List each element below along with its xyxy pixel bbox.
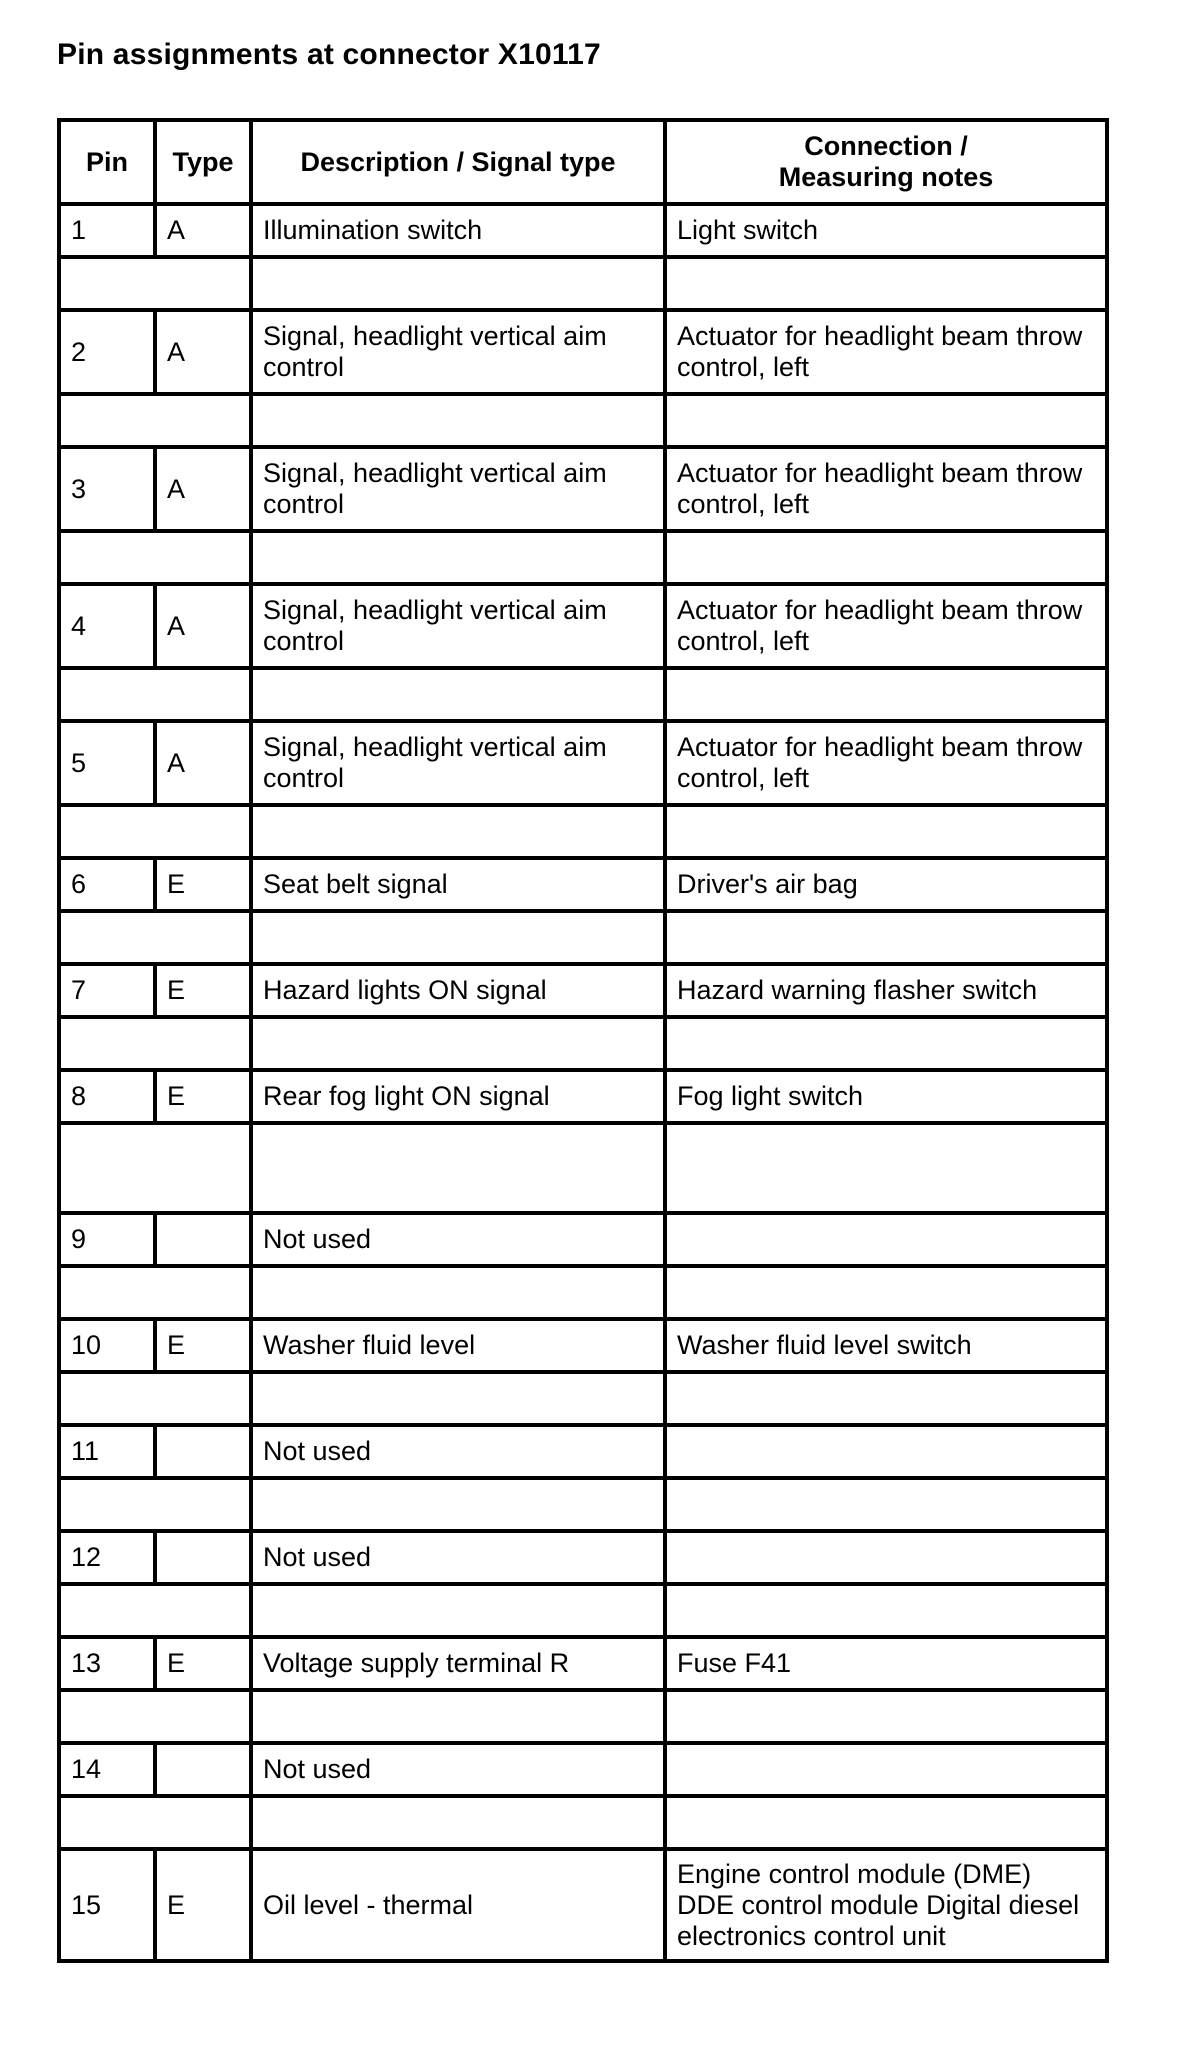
table-row [59, 964, 1107, 1017]
table-row [59, 1743, 1107, 1796]
separator-row [59, 257, 1107, 310]
column-header-connection [665, 120, 1107, 204]
table-row [59, 1319, 1107, 1372]
table-row [59, 1425, 1107, 1478]
separator-row [59, 531, 1107, 584]
page-title: Pin assignments at connector X10117 [57, 38, 601, 71]
table-row [59, 204, 1107, 257]
description-cell: Rear fog light ON signal [251, 1070, 665, 1123]
table-row [59, 721, 1107, 805]
description-cell: Signal, headlight vertical aim control [251, 584, 665, 668]
description-cell: Seat belt signal [251, 858, 665, 911]
separator-row [59, 1372, 1107, 1425]
pin-cell: 11 [59, 1425, 155, 1478]
connection-cell: Washer fluid level switch [665, 1319, 1107, 1372]
type-cell: A [155, 447, 251, 531]
type-cell: E [155, 1319, 251, 1372]
description-cell: Not used [251, 1213, 665, 1266]
pin-cell: 7 [59, 964, 155, 1017]
connection-cell: Actuator for headlight beam throw control, left [665, 721, 1107, 805]
table-row [59, 858, 1107, 911]
table-row [59, 1637, 1107, 1690]
connection-cell [665, 1425, 1107, 1478]
type-cell: A [155, 584, 251, 668]
type-cell: A [155, 310, 251, 394]
separator-row [59, 911, 1107, 964]
pin-cell: 2 [59, 310, 155, 394]
type-cell: E [155, 858, 251, 911]
description-cell: Voltage supply terminal R [251, 1637, 665, 1690]
separator-row [59, 1796, 1107, 1849]
description-cell: Not used [251, 1743, 665, 1796]
description-cell: Not used [251, 1425, 665, 1478]
column-header-description: Description / Signal type [251, 120, 665, 204]
separator-row [59, 394, 1107, 447]
connection-cell: Fuse F41 [665, 1637, 1107, 1690]
separator-row [59, 1584, 1107, 1637]
connection-cell: Engine control module (DME) DDE control module Digital diesel electronics control unit [665, 1849, 1107, 1961]
pin-assignment-table [57, 118, 1109, 1963]
connection-cell: Actuator for headlight beam throw control, left [665, 584, 1107, 668]
separator-row [59, 805, 1107, 858]
connection-cell: Actuator for headlight beam throw control, left [665, 447, 1107, 531]
separator-row [59, 668, 1107, 721]
table-row [59, 1531, 1107, 1584]
pin-cell: 4 [59, 584, 155, 668]
column-header-connection-line1: Connection / [804, 131, 968, 161]
pin-cell: 3 [59, 447, 155, 531]
separator-row [59, 1690, 1107, 1743]
type-cell: A [155, 721, 251, 805]
table-row [59, 584, 1107, 668]
description-cell: Hazard lights ON signal [251, 964, 665, 1017]
connection-cell: Actuator for headlight beam throw control, left [665, 310, 1107, 394]
type-cell [155, 1743, 251, 1796]
description-cell: Illumination switch [251, 204, 665, 257]
type-cell [155, 1531, 251, 1584]
description-cell: Signal, headlight vertical aim control [251, 447, 665, 531]
pin-cell: 10 [59, 1319, 155, 1372]
pin-cell: 6 [59, 858, 155, 911]
description-cell: Oil level - thermal [251, 1849, 665, 1961]
column-header-connection-line2: Measuring notes [778, 162, 994, 192]
pin-cell: 14 [59, 1743, 155, 1796]
type-cell: E [155, 1637, 251, 1690]
type-cell [155, 1425, 251, 1478]
connection-cell: Hazard warning flasher switch [665, 964, 1107, 1017]
pin-cell: 8 [59, 1070, 155, 1123]
separator-row [59, 1123, 1107, 1213]
type-cell: A [155, 204, 251, 257]
separator-row [59, 1017, 1107, 1070]
type-cell: E [155, 1849, 251, 1961]
description-cell: Not used [251, 1531, 665, 1584]
pin-cell: 9 [59, 1213, 155, 1266]
pin-cell: 13 [59, 1637, 155, 1690]
pin-cell: 5 [59, 721, 155, 805]
table-row [59, 1849, 1107, 1961]
connection-cell: Light switch [665, 204, 1107, 257]
table-row [59, 1213, 1107, 1266]
type-cell [155, 1213, 251, 1266]
type-cell: E [155, 1070, 251, 1123]
connection-cell: Driver's air bag [665, 858, 1107, 911]
connection-cell: Fog light switch [665, 1070, 1107, 1123]
table-row [59, 447, 1107, 531]
description-cell: Washer fluid level [251, 1319, 665, 1372]
description-cell: Signal, headlight vertical aim control [251, 721, 665, 805]
separator-row [59, 1266, 1107, 1319]
connection-cell [665, 1213, 1107, 1266]
pin-cell: 15 [59, 1849, 155, 1961]
connection-cell [665, 1743, 1107, 1796]
pin-cell: 12 [59, 1531, 155, 1584]
separator-row [59, 1478, 1107, 1531]
table-header-row [59, 120, 1107, 204]
type-cell: E [155, 964, 251, 1017]
table-row [59, 310, 1107, 394]
description-cell: Signal, headlight vertical aim control [251, 310, 665, 394]
column-header-type: Type [155, 120, 251, 204]
pin-cell: 1 [59, 204, 155, 257]
column-header-pin: Pin [59, 120, 155, 204]
connection-cell [665, 1531, 1107, 1584]
table-row [59, 1070, 1107, 1123]
